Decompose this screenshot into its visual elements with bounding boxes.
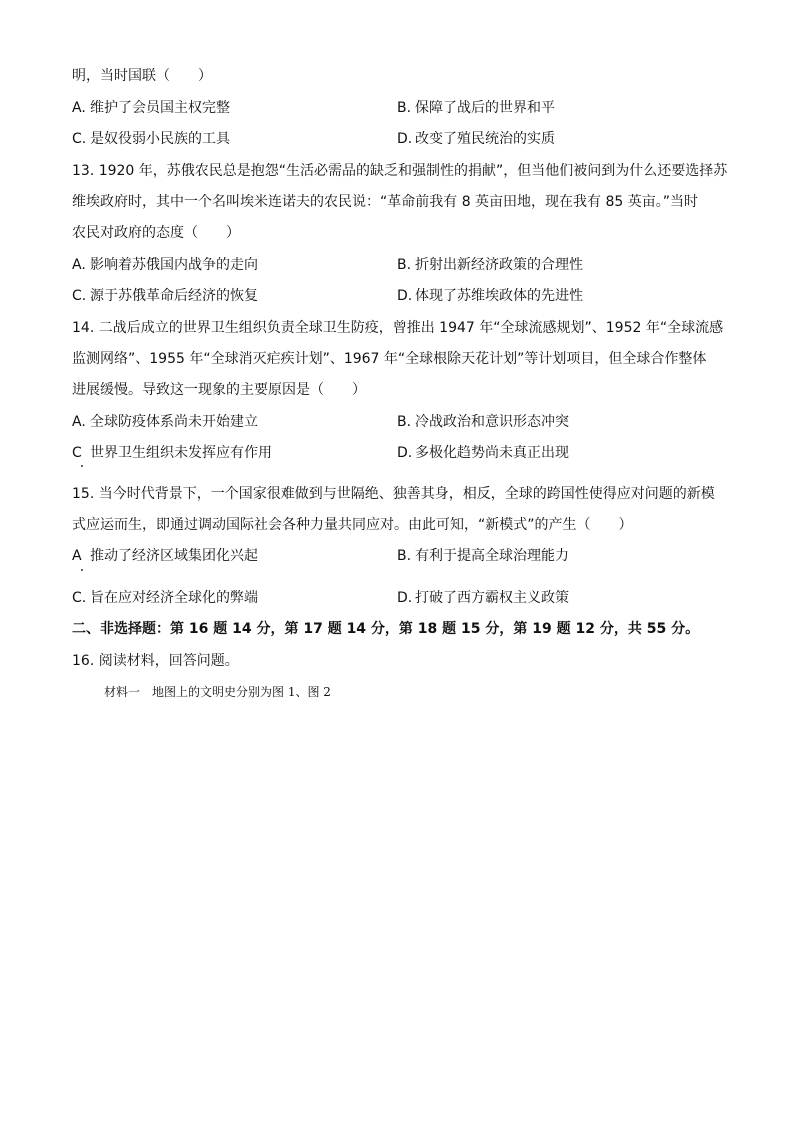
q14-stem-line-2: 监测网络”、1955 年“全球消灭疟疾计划”、1967 年“全球根除天花计划”等计划项目，但全球合作整体 [72, 351, 707, 367]
q12-options-row-2 [72, 129, 722, 149]
material-caption: 材料一 地图上的文明史分别为图 1、图 2 [104, 685, 331, 699]
stray-dot-mark [81, 569, 83, 571]
option-text: 有利于提高全球治理能力 [415, 548, 569, 564]
q12-option-b[interactable] [397, 98, 555, 118]
option-text: 冷战政治和意识形态冲突 [415, 414, 569, 430]
q12-stem-tail: 明，当时国联（ ） [72, 68, 212, 84]
q13-option-b[interactable] [397, 255, 583, 275]
q14-options-row-2 [72, 443, 722, 463]
q13-option-d[interactable] [397, 286, 583, 306]
q14-option-c[interactable] [72, 443, 272, 463]
q15-option-b[interactable] [397, 546, 569, 566]
option-letter: D. [397, 590, 413, 606]
q12-options-row-1 [72, 98, 722, 118]
option-text: 源于苏俄革命后经济的恢复 [90, 288, 258, 304]
option-text: 推动了经济区域集团化兴起 [90, 548, 258, 564]
option-letter: A [72, 548, 82, 564]
q14-option-d[interactable] [397, 443, 569, 463]
option-letter: C. [72, 590, 87, 606]
q13-options-row-1 [72, 255, 722, 275]
option-text: 维护了会员国主权完整 [90, 100, 230, 116]
q12-option-c[interactable] [72, 129, 230, 149]
q15-options-row-1 [72, 546, 722, 566]
option-text: 改变了殖民统治的实质 [415, 131, 555, 147]
option-letter: C. [72, 288, 87, 304]
option-letter: B. [397, 100, 412, 116]
option-letter: D. [397, 445, 413, 461]
q14-stem-line-1: 14. 二战后成立的世界卫生组织负责全球卫生防疫，曾推出 1947 年“全球流感规划”、1952 年“全球流感 [72, 320, 724, 336]
q14-option-b[interactable] [397, 412, 569, 432]
q14-option-a[interactable] [72, 412, 258, 432]
option-text: 体现了苏维埃政体的先进性 [415, 288, 583, 304]
q13-stem-line-3: 农民对政府的态度（ ） [72, 225, 240, 241]
option-text: 打破了西方霸权主义政策 [415, 590, 569, 606]
option-text: 影响着苏俄国内战争的走向 [90, 257, 258, 273]
section-heading: 二、非选择题：第 16 题 14 分，第 17 题 14 分，第 18 题 15 分，第 19 题 12 分，共 55 分。 [72, 621, 700, 637]
q13-option-c[interactable] [72, 286, 258, 306]
option-letter: B. [397, 414, 412, 430]
option-text: 世界卫生组织未发挥应有作用 [90, 445, 272, 461]
option-text: 多极化趋势尚未真正出现 [415, 445, 569, 461]
option-text: 折射出新经济政策的合理性 [415, 257, 583, 273]
option-letter: D. [397, 288, 413, 304]
q13-option-a[interactable] [72, 255, 258, 275]
q12-option-a[interactable] [72, 98, 230, 118]
option-letter: C. [72, 131, 87, 147]
q13-options-row-2 [72, 286, 722, 306]
q12-option-d[interactable] [397, 129, 555, 149]
option-text: 保障了战后的世界和平 [415, 100, 555, 116]
option-letter: A. [72, 100, 86, 116]
q16-stem: 16. 阅读材料，回答问题。 [72, 653, 239, 669]
q13-stem-line-1: 13. 1920 年，苏俄农民总是抱怨“生活必需品的缺乏和强制性的捐献”，但当他们被问到为什么还要选择苏 [72, 163, 728, 179]
option-letter: A. [72, 414, 86, 430]
option-text: 是奴役弱小民族的工具 [90, 131, 230, 147]
option-letter: B. [397, 548, 412, 564]
option-text: 全球防疫体系尚未开始建立 [90, 414, 258, 430]
q14-stem-line-3: 进展缓慢。导致这一现象的主要原因是（ ） [72, 382, 366, 398]
option-letter: D. [397, 131, 413, 147]
q13-stem-line-2: 维埃政府时，其中一个名叫埃米连诺夫的农民说：“革命前我有 8 英亩田地，现在我有 85 英亩。”当时 [72, 194, 699, 210]
q14-options-row-1 [72, 412, 722, 432]
option-letter: C [72, 445, 82, 461]
q15-stem-line-2: 式应运而生，即通过调动国际社会各种力量共同应对。由此可知，“新模式”的产生（ ） [72, 517, 633, 533]
option-letter: B. [397, 257, 412, 273]
q15-option-c[interactable] [72, 588, 258, 608]
option-letter: A. [72, 257, 86, 273]
q15-option-a[interactable] [72, 546, 258, 566]
q15-option-d[interactable] [397, 588, 569, 608]
q15-options-row-2 [72, 588, 722, 608]
option-text: 旨在应对经济全球化的弊端 [90, 590, 258, 606]
q15-stem-line-1: 15. 当今时代背景下，一个国家很难做到与世隔绝、独善其身，相反，全球的跨国性使得应对问题的新模 [72, 486, 715, 502]
stray-dot-mark [81, 465, 83, 467]
